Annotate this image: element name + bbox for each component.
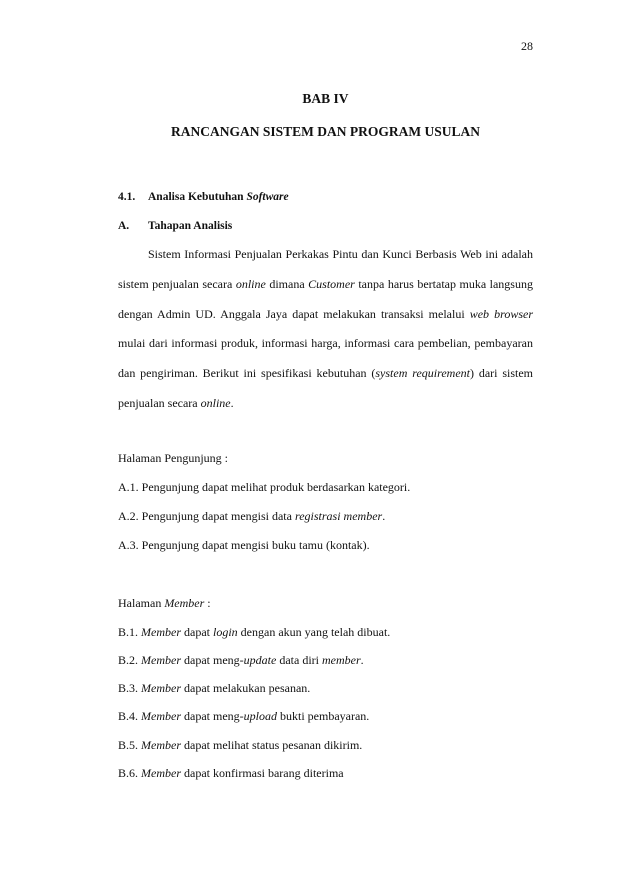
member-heading: Halaman Member :	[118, 596, 211, 610]
paragraph-text: mulai dari informasi produk, informasi harga, informasi cara pembelian, pembayaran dan pengiriman. Berikut ini spesifikasi kebutuhan (	[118, 336, 533, 381]
paragraph-text: dimana	[265, 276, 309, 291]
page-number: 28	[521, 39, 533, 53]
section-title-italic: Software	[246, 191, 289, 203]
chapter-title: RANCANGAN SISTEM DAN PROGRAM USULAN	[170, 124, 480, 139]
visitor-item-a1: A.1. Pengunjung dapat melihat produk berdasarkan kategori.	[118, 480, 411, 494]
chapter-heading: BAB IV	[302, 91, 349, 106]
paragraph-text: .	[230, 395, 234, 410]
subsection-heading-a	[118, 220, 232, 232]
section-number: 4.1.	[118, 191, 136, 203]
section-title: Analisa Kebutuhan	[148, 191, 247, 203]
paragraph-italic: system requirement	[375, 366, 470, 381]
paragraph-text: ) dari sistem penjualan secara	[118, 366, 533, 410]
paragraph-text: Sistem Informasi Penjualan Perkakas Pintu dan Kunci Berbasis Web ini adalah sistem penjualan secara	[118, 247, 533, 291]
paragraph-text: tanpa harus bertatap muka langsung dengan Admin UD. Anggala Jaya dapat melakukan transaksi melalui	[118, 276, 533, 321]
member-item-b5: B.5. Member dapat melihat status pesanan dikirim.	[118, 738, 363, 752]
subsection-number: A.	[118, 220, 130, 232]
paragraph-italic: online	[235, 276, 266, 291]
body-paragraph	[118, 240, 533, 419]
section-heading-4-1	[118, 191, 289, 203]
member-item-b1: B.1. Member dapat login dengan akun yang telah dibuat.	[118, 625, 391, 639]
member-item-b3: B.3. Member dapat melakukan pesanan.	[118, 681, 311, 695]
visitor-item-a3: A.3. Pengunjung dapat mengisi buku tamu (kontak).	[118, 538, 370, 552]
paragraph-italic: online	[200, 395, 231, 410]
subsection-title: Tahapan Analisis	[148, 220, 233, 232]
visitor-item-a2: A.2. Pengunjung dapat mengisi data registrasi member.	[118, 509, 386, 523]
member-item-b4: B.4. Member dapat meng-upload bukti pembayaran.	[118, 709, 370, 723]
visitor-heading: Halaman Pengunjung :	[118, 451, 228, 465]
paragraph-italic: web browser	[469, 306, 533, 321]
paragraph-italic: Customer	[308, 276, 355, 291]
member-item-b2: B.2. Member dapat meng-update data diri member.	[118, 653, 364, 667]
member-item-b6: B.6. Member dapat konfirmasi barang diterima	[118, 766, 344, 780]
